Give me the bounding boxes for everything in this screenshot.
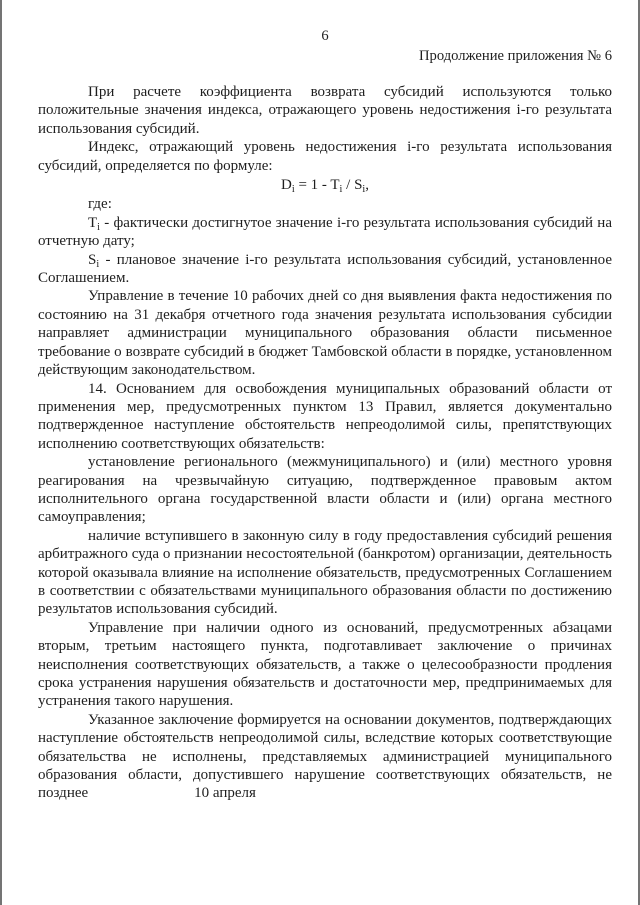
- term-symbol-s: S: [88, 251, 97, 268]
- formula-subscript-d: i: [291, 183, 295, 195]
- formula-term-t: T: [330, 177, 340, 194]
- term-subscript-t: i: [97, 221, 101, 233]
- page-number: 6: [321, 28, 329, 44]
- definition-text-s: - плановое значение i-го результата использования субсидий, установленное Соглашением.: [38, 251, 612, 287]
- formula-term-d: D: [281, 177, 292, 194]
- definition-s-term: [38, 251, 612, 288]
- document-body: [38, 83, 612, 803]
- formula-term-s: S: [354, 177, 363, 194]
- deadline-date: 10 апреля: [194, 785, 256, 802]
- paragraph-where-label: где:: [88, 196, 112, 213]
- formula-divide-part: /: [342, 177, 355, 194]
- paragraph-conclusion-preparation: Управление при наличии одного из оснований, предусмотренных абзацами вторым, третьим настоящего пункта, подготавливает заключение о причинах неисполнения соответствующих обязательств, а также о целесообразности продления срока устранения нарушения обязательств и достаточности мер, предпринимаемых для устранения такого нарушения.: [38, 619, 612, 710]
- paragraph-bankruptcy-ruling: наличие вступившего в законную силу в году предоставления субсидий решения арбитражного суда о признании несостоятельной (банкротом) организации, деятельность которой оказывала влияние на исполнение обязательств, предусмотренных Соглашением в соответствии с обязательствами муниципального образования области по достижению результатов использования субсидий.: [38, 527, 612, 618]
- formula-subscript-s: i: [362, 183, 366, 195]
- formula-comma: ,: [365, 177, 369, 194]
- formula-line: [38, 176, 612, 194]
- formula-equals-part: = 1 -: [294, 177, 331, 194]
- paragraph-conclusion-basis: [38, 711, 612, 803]
- definition-t-term: [38, 214, 612, 251]
- conclusion-text: Указанное заключение формируется на основании документов, подтверждающих наступление обстоятельств непреодолимой силы, вследствие которых соответствующие обязательства не исполнены, представляемых администрацией муниципального образования области, допустившего нарушение соответствующих обязательств, не позднее: [38, 711, 612, 802]
- term-subscript-s: i: [96, 258, 100, 270]
- paragraph-return-demand: Управление в течение 10 рабочих дней со дня выявления факта недостижения по состоянию на 31 декабря отчетного года значения результата использования субсидии направляет администрации муниципального образования области письменное требование о возврате субсидий в бюджет Тамбовской области в порядке, установленном действующим законодательством.: [38, 288, 612, 379]
- paragraph-index-definition: Индекс, отражающий уровень недостижения i-го результата использования субсидий, определяется по формуле:: [38, 139, 612, 174]
- paragraph-coefficient-intro: При расчете коэффициента возврата субсидий используются только положительные значения индекса, отражающего уровень недостижения i-го результата использования субсидий.: [38, 84, 612, 137]
- blank-gap: [88, 796, 194, 797]
- definition-text-t: - фактически достигнутое значение i-го результата использования субсидий на отчетную дату;: [38, 214, 612, 250]
- paragraph-emergency-level: установление регионального (межмуниципального) и (или) местного уровня реагирования на чрезвычайную ситуацию, подтвержденное правовым актом исполнительного органа государственной власти области и (или) органа местного самоуправления;: [38, 454, 612, 526]
- formula-subscript-t: i: [339, 183, 343, 195]
- paragraph-item-14: 14. Основанием для освобождения муниципальных образований области от применения мер, предусмотренных пунктом 13 Правил, является документально подтвержденное наступление обстоятельств непреодолимой силы, препятствующих исполнению соответствующих обязательств:: [38, 380, 612, 452]
- appendix-continuation-header: Продолжение приложения № 6: [419, 48, 612, 64]
- scan-edge-left: [0, 0, 2, 905]
- term-symbol-t: T: [88, 214, 98, 231]
